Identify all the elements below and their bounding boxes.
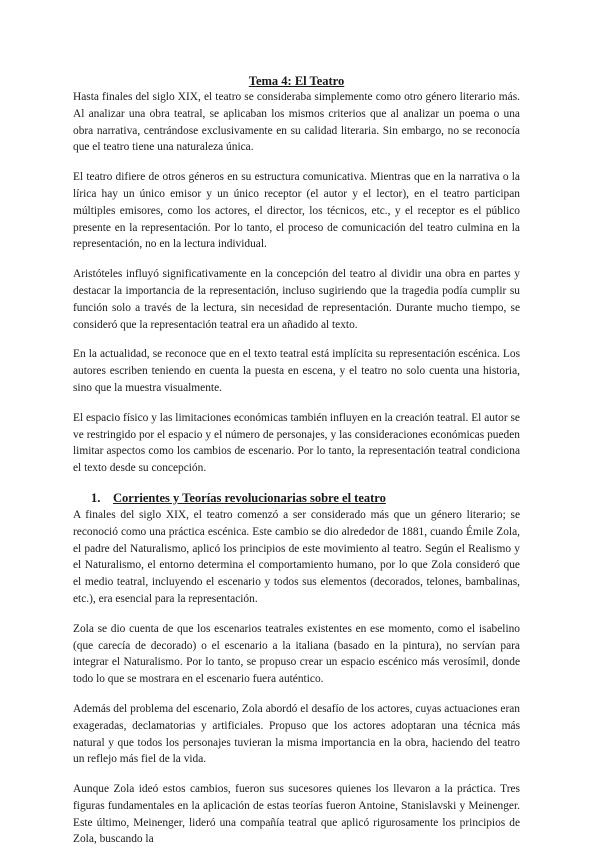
- paragraph: Hasta finales del siglo XIX, el teatro se consideraba simplemente como otro género literario más. Al analizar una obra teatral, se aplicaban los mismos criterios que al analizar un poema o una obra narrativa, centrándose exclusivamente en su calidad literaria. Sin embargo, no se reconocía que el teatro tiene una naturaleza única.: [73, 91, 520, 154]
- paragraph: Además del problema del escenario, Zola abordó el desafío de los actores, cuyas actuaciones eran exageradas, declamatorias y artificiales. Propuso que los actores adoptaran una técnica más natural y que todos los personajes tuvieran la misma importancia en la obra, haciendo del teatro un reflejo más fiel de la vida.: [73, 702, 520, 766]
- section-heading: [91, 490, 520, 506]
- intro-body: [73, 89, 520, 477]
- section-number: 1.: [91, 490, 101, 505]
- section-body: [73, 507, 520, 848]
- page-title: Tema 4: El Teatro: [248, 74, 345, 88]
- paragraph: En la actualidad, se reconoce que en el texto teatral está implícita su representación escénica. Los autores escriben teniendo en cuenta la puesta en escena, y el teatro no solo cuenta una historia, sino que la muestra visualmente.: [73, 348, 520, 394]
- paragraph: El espacio físico y las limitaciones económicas también influyen en la creación teatral. El autor se ve restringido por el espacio y el número de personajes, y las consideraciones económicas pueden limitar aspectos como los cambios de escenario. Por lo tanto, la representación teatral condiciona el texto desde su concepción.: [73, 411, 520, 475]
- paragraph: Aristóteles influyó significativamente en la concepción del teatro al dividir una obra en partes y destacar la importancia de la representación, incluso sugiriendo que la tragedia podía cumplir su función solo a través de la lectura, sin necesidad de representación. Durante mucho tiempo, se consideró que la representación teatral era un añadido al texto.: [73, 268, 520, 331]
- paragraph: A finales del siglo XIX, el teatro comenzó a ser considerado más que un género literario; se reconoció como una práctica escénica. Este cambio se dio alrededor de 1881, cuando Émile Zola, el padre del Naturalismo, aplicó los principios de este movimiento al teatro. Según el Realismo y el Naturalismo, el entorno determina el comportamiento humano, por lo que Zola consideró que el medio teatral, incluyendo el escenario y todos sus elementos (decorados, telones, bambalinas, etc.), era esencial para la representación.: [73, 508, 520, 605]
- paragraph: Aunque Zola ideó estos cambios, fueron sus sucesores quienes los llevaron a la práctica. Tres figuras fundamentales en la aplicación de estas teorías fueron Antoine, Stanislavski y Meinenger. Este último, Meinenger, lideró una compañía teatral que aplicó rigurosamente los principios de Zola, buscando la: [73, 783, 520, 846]
- paragraph: El teatro difiere de otros géneros en su estructura comunicativa. Mientras que en la narrativa o la lírica hay un único emisor y un único receptor (el autor y el lector), en el teatro participan múltiples emisores, como los actores, el director, los técnicos, etc., y el receptor es el público presente en la representación. Por lo tanto, el proceso de comunicación del teatro culmina en la representación, no en la lectura individual.: [73, 171, 520, 251]
- section-title: Corrientes y Teorías revolucionarias sobre el teatro: [113, 490, 386, 505]
- paragraph: Zola se dio cuenta de que los escenarios teatrales existentes en ese momento, como el isabelino (que carecía de decorado) o el escenario a la italiana (basado en la pintura), no servían para integrar el Naturalismo. Por lo tanto, se propuso crear un espacio escénico más verosímil, donde todo lo que se mostrara en el escenario fuera auténtico.: [73, 622, 520, 686]
